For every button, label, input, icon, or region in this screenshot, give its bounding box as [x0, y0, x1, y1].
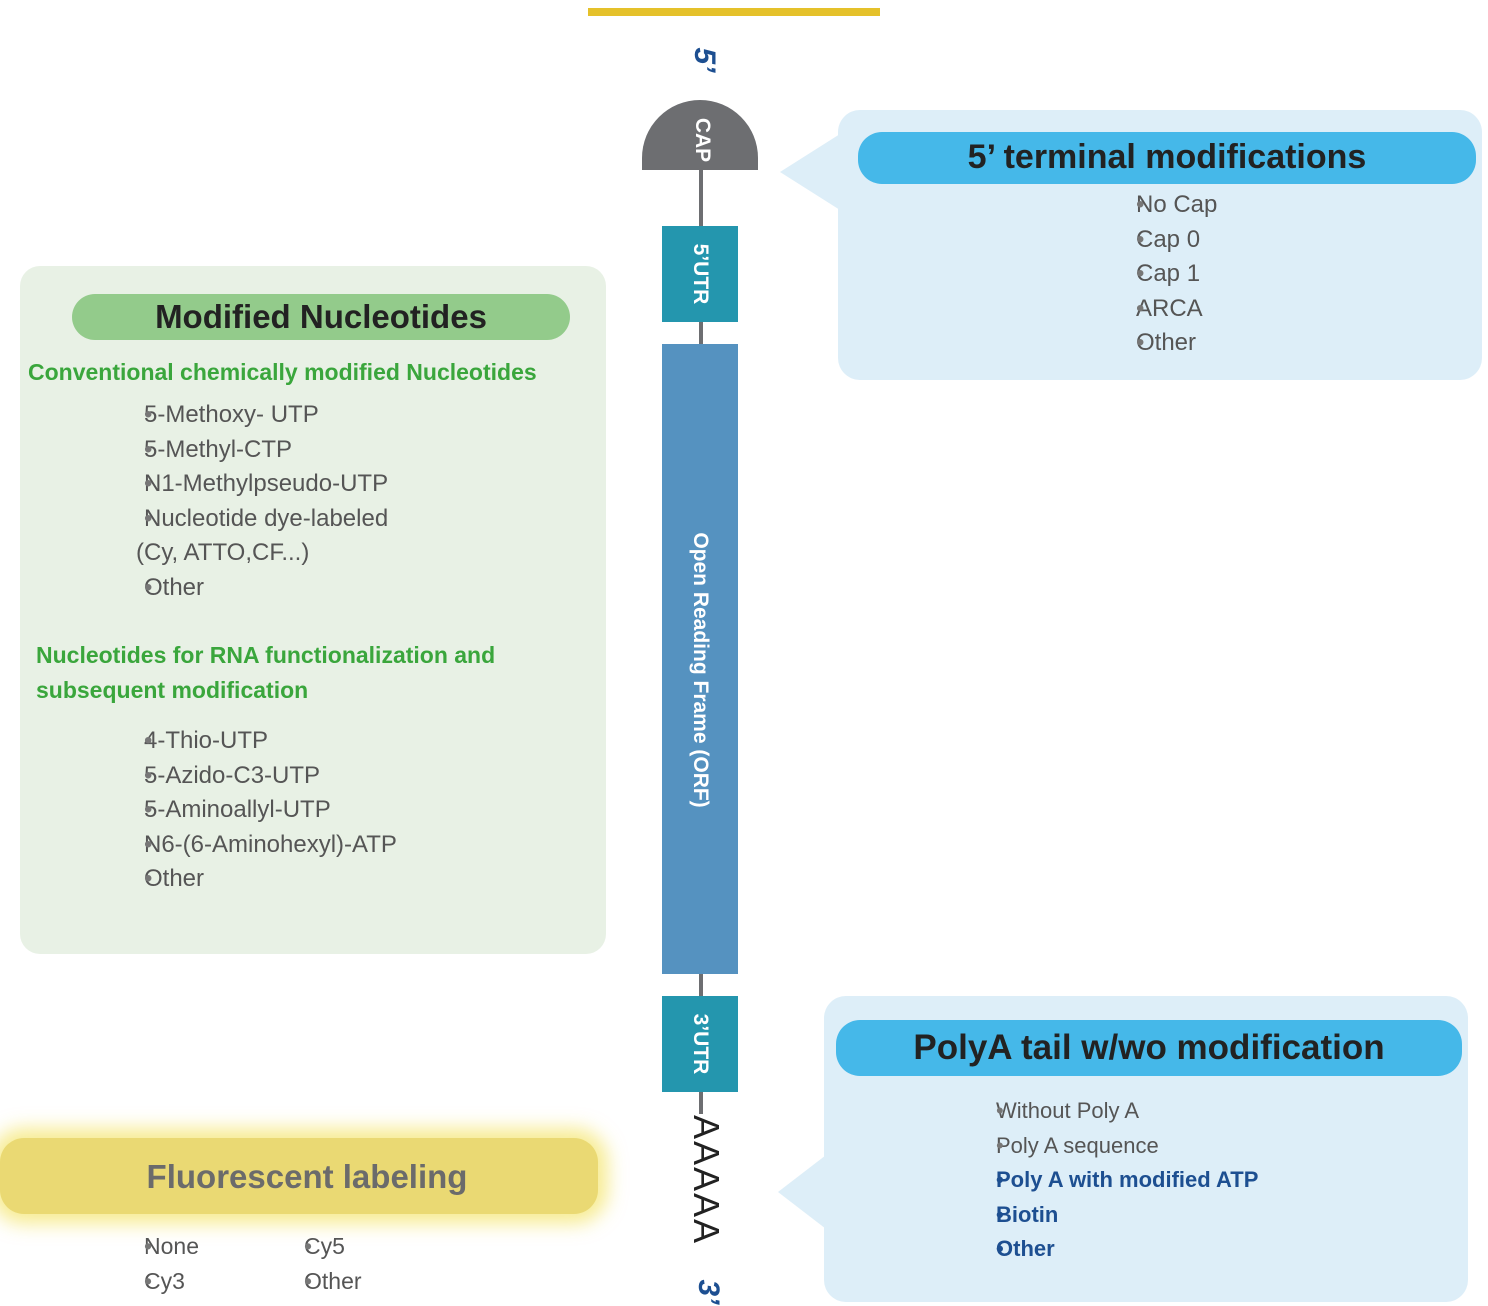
strand-line-cap-utr — [699, 168, 703, 228]
polya-sequence: AAAAA — [686, 1114, 727, 1246]
modified-nucleotides-title: Modified Nucleotides — [72, 294, 570, 340]
list-item: • Cap 1 — [1090, 257, 1217, 292]
list-item: • No Cap — [1090, 188, 1217, 223]
list-item: • 4-Thio-UTP — [96, 724, 397, 759]
group2-heading-line2: subsequent modification — [36, 677, 309, 703]
top-accent-bar — [588, 8, 880, 16]
list-item: • N1-Methylpseudo-UTP — [96, 467, 388, 502]
list-item: • Without Poly A — [950, 1094, 1258, 1129]
list-item: • Other — [256, 1264, 362, 1299]
list-item: • Other — [1090, 326, 1217, 361]
polya-list — [950, 1094, 1258, 1267]
group2-list — [96, 724, 397, 897]
fluorescent-list-col1 — [96, 1229, 199, 1298]
utr3-label: 3’UTR — [689, 1013, 712, 1075]
list-item: • Other — [96, 862, 397, 897]
list-item: • ARCA — [1090, 292, 1217, 327]
list-item: • Cy5 — [256, 1229, 362, 1264]
list-item: • N6-(6-Aminohexyl)-ATP — [96, 828, 397, 863]
polya-callout — [778, 1152, 830, 1232]
list-item: • Cap 0 — [1090, 223, 1217, 258]
list-item: • Other — [96, 571, 388, 606]
list-item-continuation: (Cy, ATTO,CF...) — [136, 539, 310, 567]
list-item: • Nucleotide dye-labeled — [96, 502, 388, 537]
strand-line-utr-orf — [699, 320, 703, 346]
list-item: • 5-Azido-C3-UTP — [96, 759, 397, 794]
list-item: • Poly A with modified ATP — [950, 1163, 1258, 1198]
list-item: • Other — [950, 1232, 1258, 1267]
list-item: • Cy3 — [96, 1264, 199, 1299]
list-item: • 5-Aminoallyl-UTP — [96, 793, 397, 828]
fluorescent-title: Fluorescent labeling — [146, 1158, 468, 1195]
terminal-mods-list — [1090, 188, 1217, 361]
polya-title: PolyA tail w/wo modification — [836, 1020, 1462, 1076]
list-item: • None — [96, 1229, 199, 1264]
strand-line-utr-polya — [699, 1090, 703, 1114]
terminal-mods-title: 5’ terminal modifications — [858, 132, 1476, 184]
list-item: • 5-Methyl-CTP — [96, 433, 388, 468]
cap-label: CAP — [691, 117, 714, 163]
fluorescent-list-col2 — [256, 1229, 362, 1298]
list-item: • Biotin — [950, 1198, 1258, 1233]
terminal-mods-callout — [780, 134, 840, 210]
five-prime-label: 5’ — [688, 47, 721, 73]
group1-heading: Conventional chemically modified Nucleotides — [28, 359, 537, 385]
orf-label: Open Reading Frame (ORF) — [689, 532, 712, 808]
group2-heading-line1: Nucleotides for RNA functionalization and — [36, 642, 496, 668]
list-item: • 5-Methoxy- UTP — [96, 398, 388, 433]
utr5-label: 5’UTR — [689, 243, 712, 305]
strand-line-orf-utr — [699, 972, 703, 998]
list-item: • Poly A sequence — [950, 1129, 1258, 1164]
three-prime-label: 3’ — [692, 1279, 725, 1305]
group1-list — [96, 398, 388, 606]
